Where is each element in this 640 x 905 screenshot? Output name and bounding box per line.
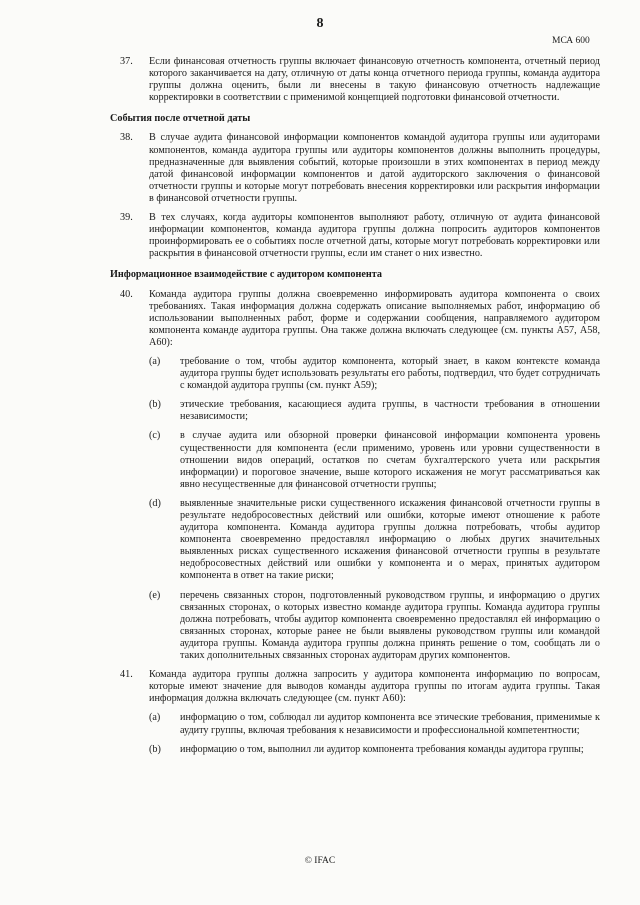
paragraph-39 [110, 212, 600, 260]
list-item-text: перечень связанных сторон, подготовленный руководством группы, и информацию о других связанных сторонах, о которых известно команде аудитора группы. Команда аудитора группы должна потребовать, чтобы аудитор компонента своевременно предоставлял ей информацию о связанных сторонах, которые ранее не были выявлены руководством группы или командой аудитора группы. Команда аудитора группы должна принять решение о том, сообщать ли о таких дополнительных связанных сторонах аудиторам других компонентов. [180, 589, 600, 662]
paragraph-text: Если финансовая отчетность группы включает финансовую отчетность компонента, отчетный период которого заканчивается на дату, отличную от даты конца отчетного периода группы, команда аудитора группы должна оценить, были ли внесены в такую финансовую отчетность надлежащие корректировки в соответствии с применимой концепцией подготовки финансовой отчетности. [149, 56, 600, 104]
paragraph-text: Команда аудитора группы должна своевременно информировать аудитора компонента о своих требованиях. Такая информация должна содержать описание выполняемых работ, информацию об использовании выполненных работ, форме и содержании сообщения, направляемого аудитором компонента команде аудитора группы. Она также должна включать следующее (см. пункты А57, А58, А60): [149, 288, 600, 348]
paragraph-number: 39. [120, 212, 133, 224]
section-heading-communication: Информационное взаимодействие с аудитором компонента [110, 269, 382, 281]
paragraph-38 [110, 132, 600, 205]
list-item-label: (a) [149, 355, 161, 367]
paragraph-41-list [149, 712, 600, 755]
paragraph-40-list [149, 356, 600, 662]
list-item-41b [149, 744, 600, 756]
list-item-label: (c) [149, 430, 161, 442]
paragraph-41 [110, 669, 600, 705]
copyright-footer: © IFAC [304, 856, 336, 866]
paragraph-number: 40. [120, 288, 133, 300]
list-item-text: требование о том, чтобы аудитор компонента, который знает, в каком контексте команда аудитора группы будет использовать результаты его работы, подтвердил, что будет сотрудничать с командой аудитора группы (см. пункт А59); [180, 355, 600, 392]
paragraph-text: В тех случаях, когда аудиторы компонентов выполняют работу, отличную от аудита финансовой информации компонентов, команда аудитора группы должна попросить аудиторов компонентов проинформировать ее о событиях после отчетной даты, которые могут потребовать корректировки или раскрытия в финансовой отчетности группы, если им станет о них известно. [149, 212, 600, 260]
page-content [110, 56, 600, 763]
paragraph-number: 41. [120, 669, 133, 681]
paragraph-37 [110, 56, 600, 104]
list-item-40a [149, 356, 600, 392]
list-item-40c [149, 430, 600, 490]
paragraph-number: 37. [120, 56, 133, 67]
paragraph-40 [110, 289, 600, 349]
paragraph-text: В случае аудита финансовой информации компонентов командой аудитора группы или аудиторами компонентов, команда аудитора группы или аудиторы компонентов должны выполнить процедуры, предназначенные для выявления событий, которые произошли в этих компонентах в период между датой финансовой информации компонентов и датой аудиторского заключения о финансовой отчетности группы и которые могут потребовать внесения корректировки или раскрытия информации в финансовой отчетности группы. [149, 132, 600, 204]
paragraph-text: Команда аудитора группы должна запросить у аудитора компонента информацию по вопросам, которые имеют значение для выводов команды аудитора группы по итогам аудита группы. Такая информация должна включать следующее (см. пункт А60): [149, 669, 600, 705]
list-item-label: (b) [149, 399, 161, 411]
list-item-label: (e) [149, 589, 161, 601]
document-code: МСА 600 [552, 36, 590, 46]
page-number: 8 [316, 16, 324, 31]
list-item-label: (a) [149, 712, 161, 724]
list-item-text: в случае аудита или обзорной проверки финансовой информации компонента уровень существенности для компонента (если применимо, уровень или уровни существенности в отношении видов операций, остатков по счетам бухгалтерского учета или раскрытия информации) и пороговое значение, выше которого искажения не могут рассматриваться как явно несущественные для финансовой отчетности группы; [180, 430, 600, 490]
list-item-41a [149, 712, 600, 736]
list-item-text: информацию о том, соблюдал ли аудитор компонента все этические требования, применимые к аудиту группы, включая требования к независимости и профессиональной компетентности; [180, 712, 600, 736]
list-item-text: выявленные значительные риски существенного искажения финансовой отчетности группы в результате недобросовестных действий или ошибки, которые имеют отношение к работе аудитора компонента. Команда аудитора группы должна потребовать, чтобы аудитор компонента своевременно предоставлял информацию о любых других значительных выявленных рисках существенного искажения финансовой отчетности группы в результате недобросовестных действий или ошибки у компонента и о мерах, принятых аудитором компонента в ответ на такие риски; [180, 497, 600, 582]
list-item-40d [149, 498, 600, 583]
list-item-label: (d) [149, 497, 161, 509]
list-item-text: информацию о том, выполнил ли аудитор компонента требования команды аудитора группы; [180, 743, 584, 755]
list-item-40b [149, 399, 600, 423]
list-item-label: (b) [149, 743, 161, 755]
list-item-40e [149, 590, 600, 663]
list-item-text: этические требования, касающиеся аудита группы, в частности требования в отношении независимости; [180, 399, 600, 423]
section-heading-events: События после отчетной даты [110, 113, 251, 125]
paragraph-number: 38. [120, 132, 133, 144]
